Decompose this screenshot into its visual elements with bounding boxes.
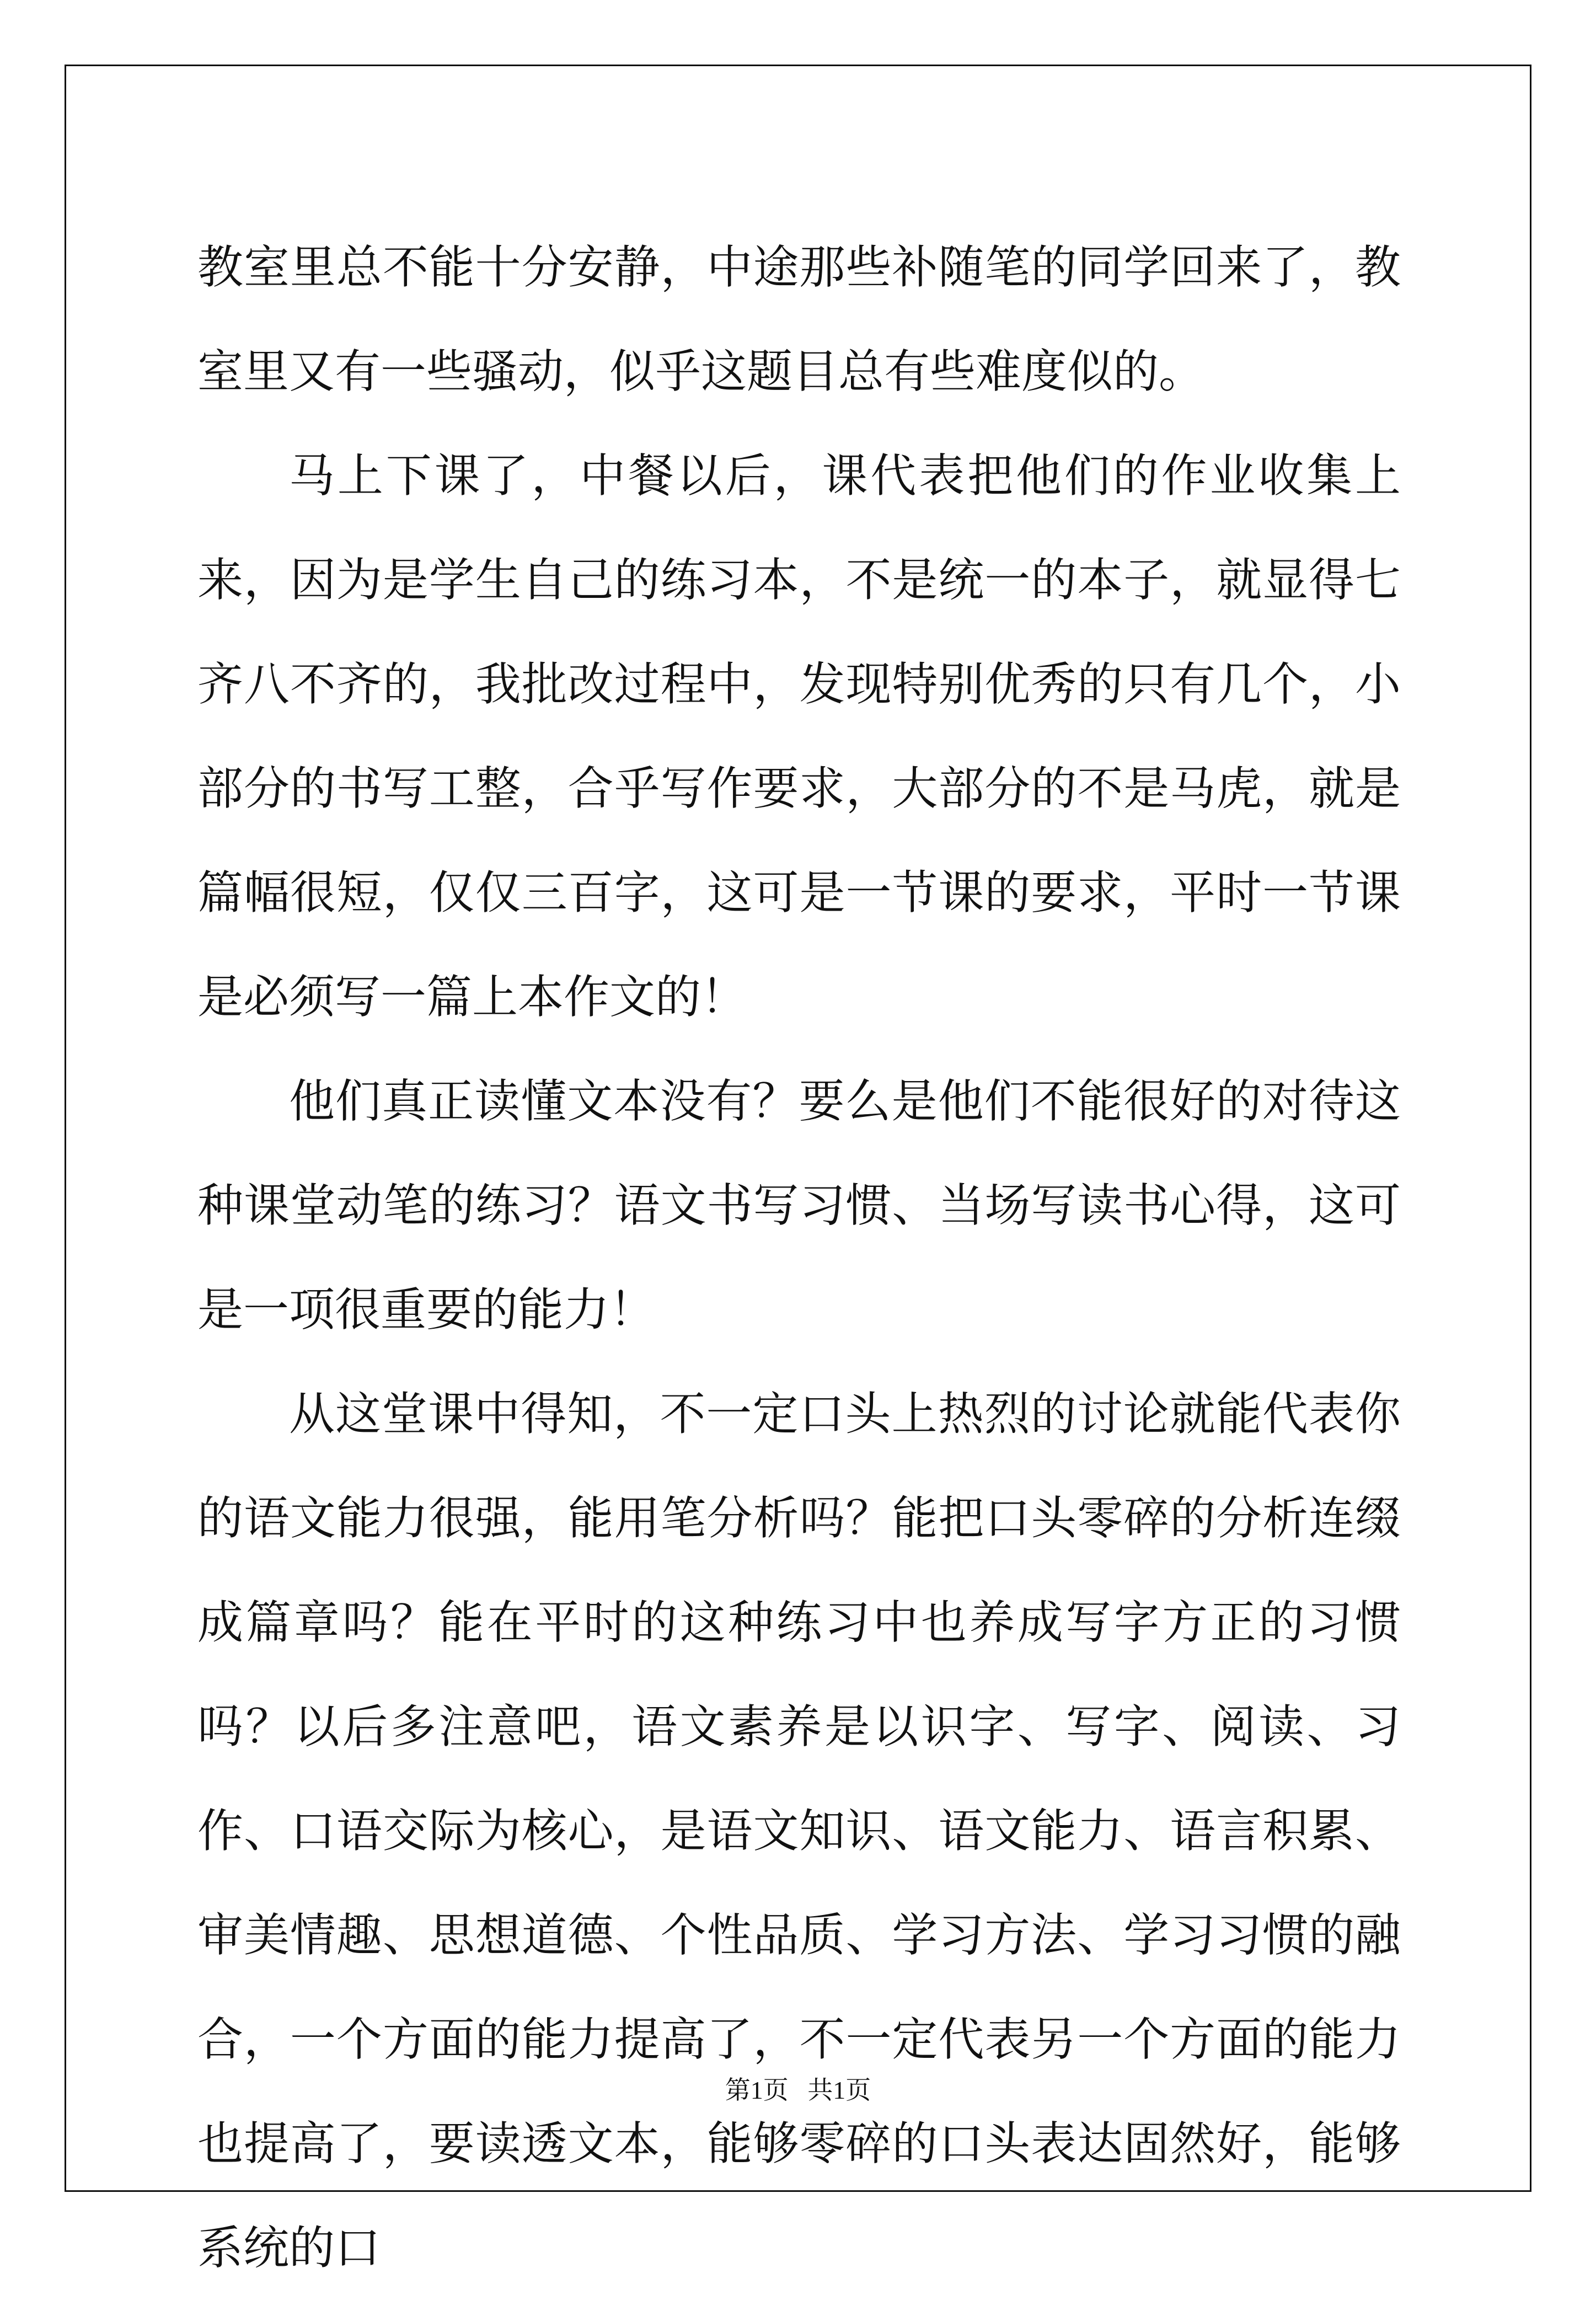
paragraph-1: 教室里总不能十分安静，中途那些补随笔的同学回来了，教室里又有一些骚动，似乎这题目总有些难度似的。: [197, 240, 1401, 398]
document-body: [197, 215, 1401, 2300]
page-footer: [0, 2074, 1596, 2107]
footer-spacer: [789, 2076, 808, 2104]
paragraph-2: 马上下课了，中餐以后，课代表把他们的作业收集上来，因为是学生自己的练习本，不是统一的本子，就显得七齐八不齐的，我批改过程中，发现特别优秀的只有几个，小部分的书写工整，合乎写作要求，大部分的不是马虎，就是篇幅很短，仅仅三百字，这可是一节课的要求，平时一节课是必须写一篇上本作文的！: [197, 449, 1401, 1024]
page-number: 第1页: [725, 2076, 789, 2104]
paragraph-4: 从这堂课中得知，不一定口头上热烈的讨论就能代表你的语文能力很强，能用笔分析吗？能把口头零碎的分析连缀成篇章吗？能在平时的这种练习中也养成写字方正的习惯吗？以后多注意吧，语文素养是以识字、写字、阅读、习作、口语交际为核心，是语文知识、语文能力、语言积累、审美情趣、思想道德、个性品质、学习方法、学习习惯的融合，一个方面的能力提高了，不一定代表另一个方面的能力也提高了，要读透文本，能够零碎的口头表达固然好，能够系统的口: [197, 1387, 1401, 2275]
paragraph-3: 他们真正读懂文本没有？要么是他们不能很好的对待这种课堂动笔的练习？语文书写习惯、当场写读书心得，这可是一项很重要的能力！: [197, 1074, 1401, 1336]
page-total: 共1页: [807, 2076, 871, 2104]
